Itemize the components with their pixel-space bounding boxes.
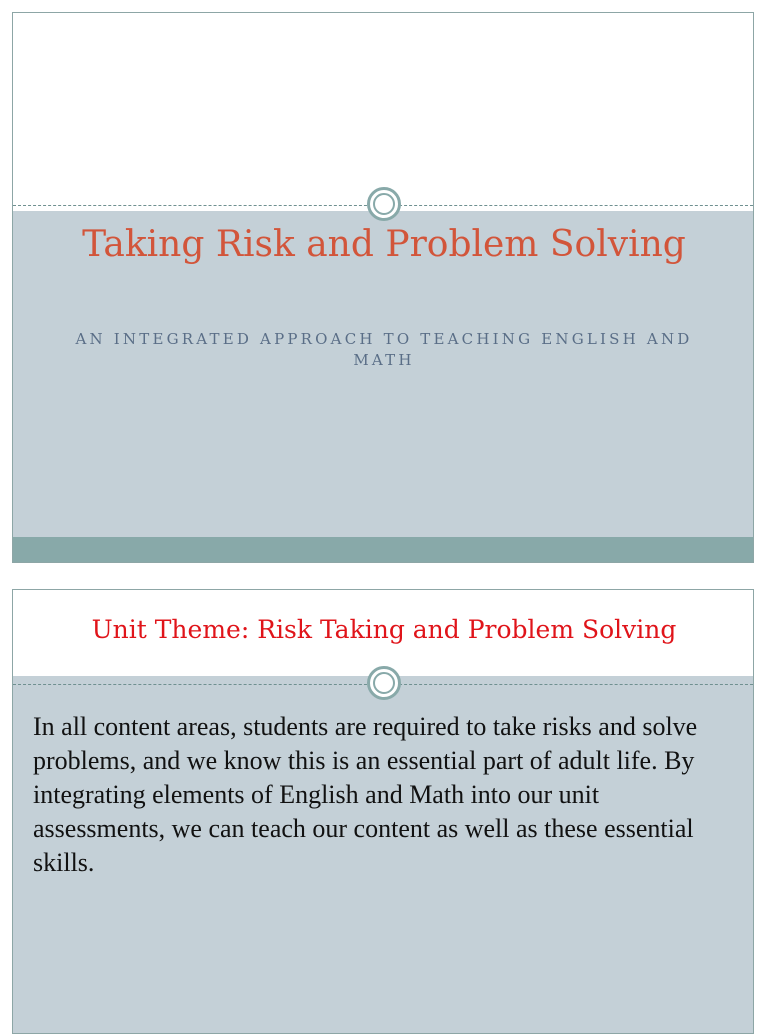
slide-title: Unit Theme: Risk Taking and Problem Solving xyxy=(91,615,677,644)
slide-subtitle: AN INTEGRATED APPROACH TO TEACHING ENGLISH AND MATH xyxy=(75,330,693,369)
slide-footer-bar xyxy=(13,537,753,563)
circle-ornament-icon xyxy=(367,187,401,221)
slide-body-text: In all content areas, students are required to take risks and solve problems, and we know this is an essential part of adult life. By integrating elements of English and Math into our unit assessments, we can teach our content as well as these essential skills. xyxy=(33,712,698,877)
slide-header-area xyxy=(13,13,753,211)
circle-ornament-icon xyxy=(367,666,401,700)
title-slide xyxy=(12,12,754,563)
content-slide xyxy=(12,589,754,1034)
slide-title: Taking Risk and Problem Solving xyxy=(82,224,686,265)
